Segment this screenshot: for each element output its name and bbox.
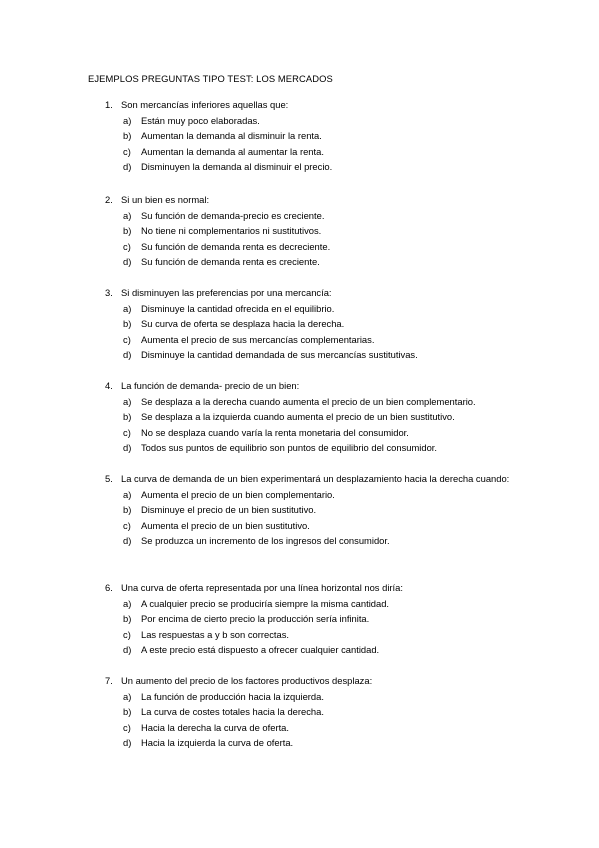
question-text: Si disminuyen las preferencias por una mercancía: (121, 287, 332, 298)
answer-option (123, 332, 525, 348)
answer-option (123, 720, 525, 736)
question-stem (105, 378, 525, 394)
answer-option (123, 642, 525, 658)
answer-option (123, 518, 525, 534)
question-text: La curva de demanda de un bien experimentará un desplazamiento hacia la derecha cuando: (121, 473, 510, 484)
option-text: Se desplaza a la derecha cuando aumenta el precio de un bien complementario. (141, 395, 476, 407)
question-number: 2. (105, 194, 113, 205)
option-letter: b) (123, 411, 132, 423)
answer-option (123, 144, 525, 160)
question-number: 6. (105, 582, 113, 593)
option-letter: d) (123, 644, 132, 656)
question-text: Son mercancías inferiores aquellas que: (121, 99, 289, 110)
option-text: Su función de demanda-precio es creciente. (141, 209, 325, 221)
option-letter: d) (123, 442, 132, 454)
answer-option (123, 689, 525, 705)
option-letter: c) (123, 628, 131, 640)
answer-option (123, 159, 525, 175)
question-stem (105, 285, 525, 301)
option-text: Hacia la derecha la curva de oferta. (141, 721, 289, 733)
option-text: Aumenta el precio de un bien sustitutivo. (141, 519, 310, 531)
answer-option (123, 596, 525, 612)
option-text: Disminuye el precio de un bien sustitutivo. (141, 504, 317, 516)
answer-option (123, 735, 525, 751)
option-text: Disminuye la cantidad ofrecida en el equilibrio. (141, 302, 335, 314)
question-text: Un aumento del precio de los factores productivos desplaza: (121, 675, 373, 686)
question-1 (105, 97, 525, 175)
question-stem (105, 673, 525, 689)
option-text: La curva de costes totales hacia la derecha. (141, 706, 324, 718)
option-letter: c) (123, 721, 131, 733)
option-text: No tiene ni complementarios ni sustitutivos. (141, 225, 322, 237)
question-4 (105, 378, 525, 456)
option-letter: b) (123, 504, 132, 516)
answer-option (123, 113, 525, 129)
option-text: No se desplaza cuando varía la renta monetaria del consumidor. (141, 426, 409, 438)
option-text: La función de producción hacia la izquierda. (141, 690, 324, 702)
option-letter: a) (123, 395, 132, 407)
option-letter: a) (123, 114, 132, 126)
option-text: Hacia la izquierda la curva de oferta. (141, 737, 294, 749)
option-letter: a) (123, 690, 132, 702)
answer-option (123, 223, 525, 239)
option-text: A cualquier precio se produciría siempre la misma cantidad. (141, 597, 390, 609)
question-2 (105, 192, 525, 270)
answer-option (123, 440, 525, 456)
option-text: Aumentan la demanda al aumentar la renta. (141, 145, 324, 157)
question-text: Si un bien es normal: (121, 194, 210, 205)
question-number: 5. (105, 473, 113, 484)
option-text: Están muy poco elaboradas. (141, 114, 260, 126)
answer-option (123, 533, 525, 549)
option-letter: d) (123, 535, 132, 547)
question-number: 4. (105, 380, 113, 391)
option-letter: a) (123, 597, 132, 609)
answer-option (123, 301, 525, 317)
option-text: Aumentan la demanda al disminuir la renta. (141, 130, 322, 142)
option-text: Todos sus puntos de equilibrio son puntos de equilibrio del consumidor. (141, 442, 438, 454)
answer-option (123, 409, 525, 425)
answer-option (123, 394, 525, 410)
option-letter: b) (123, 613, 132, 625)
question-stem (105, 192, 525, 208)
option-text: Por encima de cierto precio la producción sería infinita. (141, 613, 370, 625)
answer-option (123, 611, 525, 627)
option-letter: c) (123, 519, 131, 531)
option-letter: a) (123, 302, 132, 314)
question-number: 7. (105, 675, 113, 686)
answer-option (123, 128, 525, 144)
option-letter: b) (123, 318, 132, 330)
option-letter: a) (123, 209, 132, 221)
option-text: Disminuye la cantidad demandada de sus mercancías sustitutivas. (141, 349, 418, 361)
question-text: Una curva de oferta representada por una línea horizontal nos diría: (121, 582, 403, 593)
option-letter: d) (123, 161, 132, 173)
question-3 (105, 285, 525, 363)
option-letter: d) (123, 737, 132, 749)
option-letter: b) (123, 130, 132, 142)
option-letter: c) (123, 426, 131, 438)
answer-option (123, 425, 525, 441)
question-text: La función de demanda- precio de un bien: (121, 380, 300, 391)
option-text: Disminuyen la demanda al disminuir el precio. (141, 161, 333, 173)
option-text: Se desplaza a la izquierda cuando aumenta el precio de un bien sustitutivo. (141, 411, 455, 423)
answer-option (123, 487, 525, 503)
question-5 (105, 471, 525, 549)
question-number: 1. (105, 99, 113, 110)
answer-option (123, 704, 525, 720)
option-letter: b) (123, 706, 132, 718)
option-text: Su curva de oferta se desplaza hacia la derecha. (141, 318, 345, 330)
option-text: Su función de demanda renta es decreciente. (141, 240, 331, 252)
answer-option (123, 316, 525, 332)
option-text: Las respuestas a y b son correctas. (141, 628, 289, 640)
option-letter: b) (123, 225, 132, 237)
answer-option (123, 239, 525, 255)
question-7 (105, 673, 525, 751)
question-6 (105, 580, 525, 658)
option-letter: a) (123, 488, 132, 500)
option-text: Aumenta el precio de un bien complementario. (141, 488, 335, 500)
option-letter: d) (123, 256, 132, 268)
option-letter: d) (123, 349, 132, 361)
option-text: Aumenta el precio de sus mercancías complementarias. (141, 333, 375, 345)
answer-option (123, 254, 525, 270)
option-letter: c) (123, 333, 131, 345)
option-text: Se produzca un incremento de los ingresos del consumidor. (141, 535, 390, 547)
answer-option (123, 627, 525, 643)
question-stem (105, 580, 525, 596)
option-letter: c) (123, 240, 131, 252)
question-stem (105, 471, 525, 487)
page-title: EJEMPLOS PREGUNTAS TIPO TEST: LOS MERCADOS (88, 73, 333, 84)
question-stem (105, 97, 525, 113)
answer-option (123, 347, 525, 363)
question-number: 3. (105, 287, 113, 298)
option-text: Su función de demanda renta es creciente. (141, 256, 320, 268)
answer-option (123, 502, 525, 518)
option-letter: c) (123, 145, 131, 157)
option-text: A este precio está dispuesto a ofrecer cualquier cantidad. (141, 644, 380, 656)
answer-option (123, 208, 525, 224)
